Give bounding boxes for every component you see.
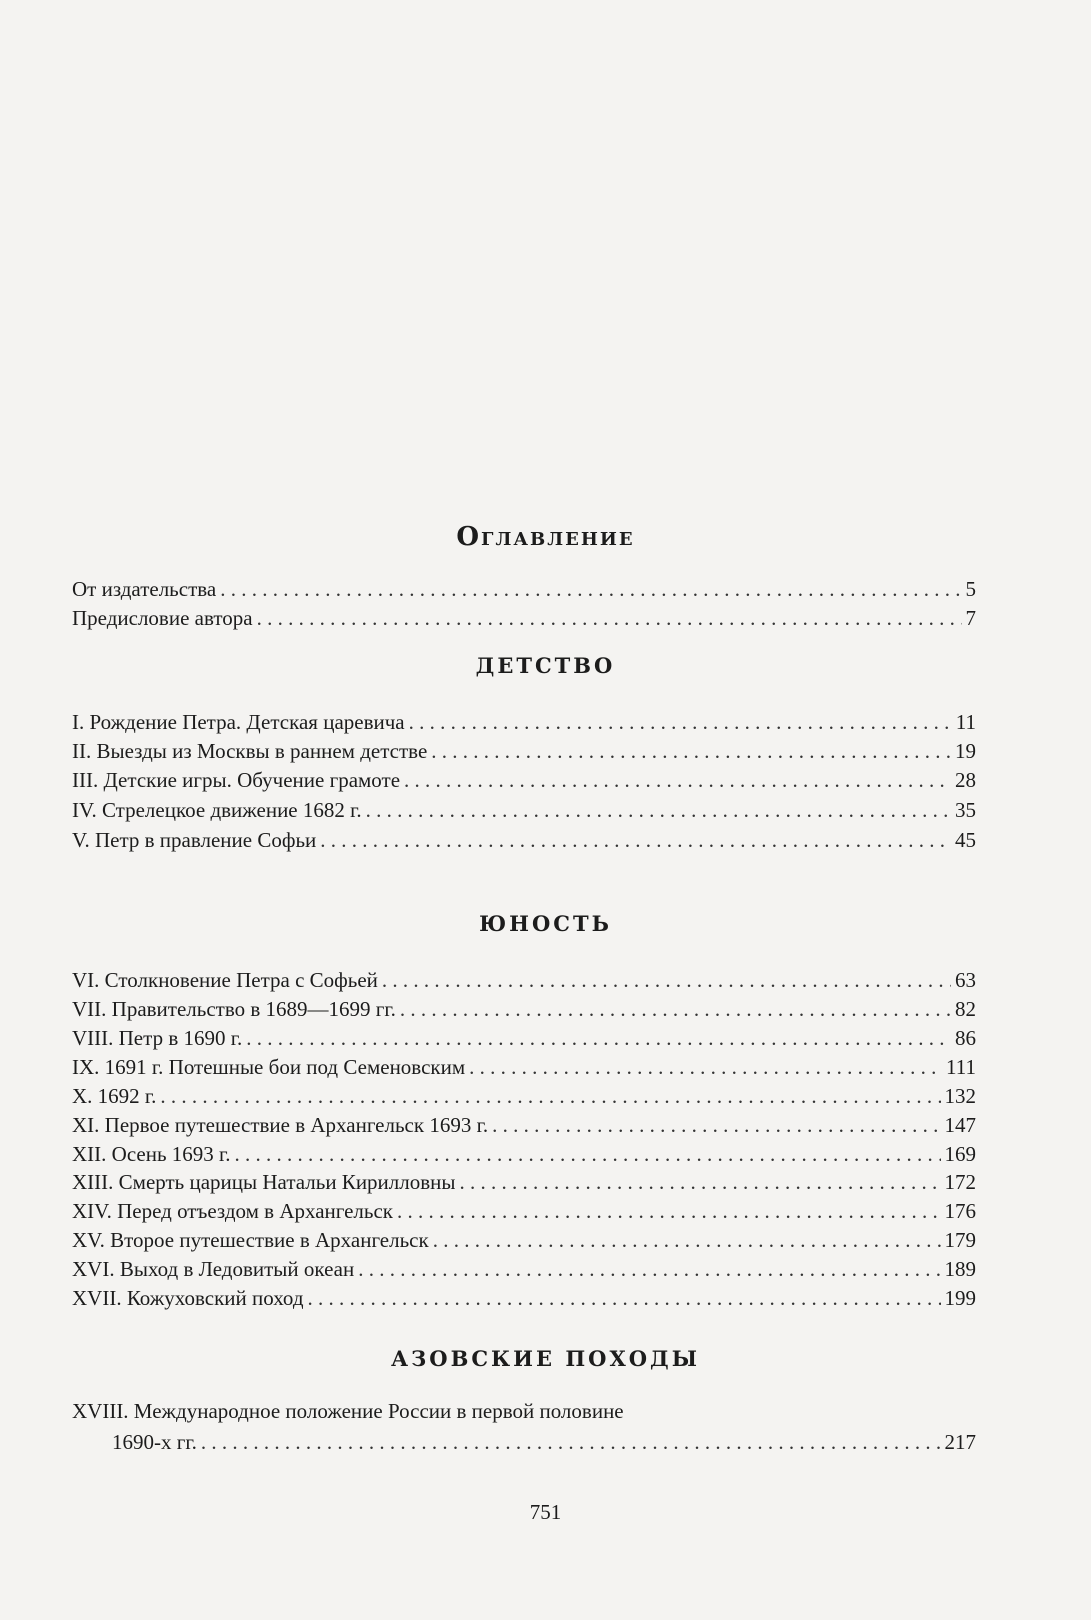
leader-dots bbox=[308, 1285, 941, 1311]
entry-page: 35 bbox=[955, 798, 976, 822]
entry-page: 179 bbox=[944, 1228, 976, 1252]
entry-page: 169 bbox=[944, 1142, 976, 1166]
entry-label: 1690-х гг. bbox=[112, 1430, 197, 1454]
entry-page: 11 bbox=[955, 710, 976, 734]
toc-entry bbox=[72, 1021, 976, 1051]
toc-title: Оглавление bbox=[456, 522, 635, 552]
entry-label: I. Рождение Петра. Детская царевича bbox=[72, 710, 405, 734]
entry-page: 189 bbox=[944, 1257, 976, 1281]
entry-page: 19 bbox=[955, 739, 976, 763]
toc-entry bbox=[72, 1223, 976, 1253]
entry-page: 5 bbox=[965, 577, 976, 601]
leader-dots bbox=[201, 1429, 941, 1455]
entry-page: 28 bbox=[955, 768, 976, 792]
entry-label: IX. 1691 г. Потешные бои под Семеновским bbox=[72, 1055, 466, 1079]
toc-entry bbox=[72, 705, 976, 735]
entry-label: XIII. Смерть царицы Натальи Кирилловны bbox=[72, 1170, 456, 1194]
toc-entry bbox=[72, 1079, 976, 1109]
leader-dots bbox=[400, 996, 951, 1022]
section-heading: ДЕТСТВО bbox=[475, 653, 616, 678]
page-number: 751 bbox=[529, 1500, 562, 1524]
leader-dots bbox=[320, 827, 951, 853]
leader-dots bbox=[358, 1256, 940, 1282]
toc-entry bbox=[72, 1108, 976, 1138]
leader-dots bbox=[404, 767, 951, 793]
entry-label-line1: XVIII. Международное положение России в первой половине bbox=[72, 1399, 624, 1423]
leader-dots bbox=[492, 1112, 940, 1138]
entry-label: VI. Столкновение Петра с Софьей bbox=[72, 968, 378, 992]
toc-entry bbox=[72, 793, 976, 823]
entry-label: XII. Осень 1693 г. bbox=[72, 1142, 231, 1166]
toc-entry bbox=[72, 1194, 976, 1224]
entry-label: II. Выезды из Москвы в раннем детстве bbox=[72, 739, 428, 763]
entry-label: X. 1692 г. bbox=[72, 1084, 157, 1108]
entry-label: XIV. Перед отъездом в Архангельск bbox=[72, 1199, 394, 1223]
entry-label: От издательства bbox=[72, 577, 217, 601]
entry-label: XV. Второе путешествие в Архангельск bbox=[72, 1228, 429, 1252]
entry-label: VIII. Петр в 1690 г. bbox=[72, 1026, 243, 1050]
toc-entry bbox=[72, 601, 976, 631]
entry-page: 147 bbox=[944, 1113, 976, 1137]
entry-label: VII. Правительство в 1689—1699 гг. bbox=[72, 997, 396, 1021]
entry-label: Предисловие автора bbox=[72, 606, 253, 630]
leader-dots bbox=[382, 967, 951, 993]
leader-dots bbox=[433, 1227, 941, 1253]
leader-dots bbox=[246, 1025, 951, 1051]
entry-page: 63 bbox=[955, 968, 976, 992]
entry-page: 172 bbox=[944, 1170, 976, 1194]
toc-entry bbox=[72, 572, 976, 602]
entry-page: 176 bbox=[944, 1199, 976, 1223]
toc-entry bbox=[72, 1137, 976, 1167]
leader-dots bbox=[469, 1054, 942, 1080]
toc-entry bbox=[112, 1425, 976, 1455]
leader-dots bbox=[409, 709, 952, 735]
entry-page: 7 bbox=[965, 606, 976, 630]
leader-dots bbox=[235, 1141, 941, 1167]
section-heading: ЮНОСТЬ bbox=[479, 911, 612, 936]
entry-label: III. Детские игры. Обучение грамоте bbox=[72, 768, 401, 792]
leader-dots bbox=[257, 605, 962, 631]
entry-label: XVI. Выход в Ледовитый океан bbox=[72, 1257, 355, 1281]
entry-page: 217 bbox=[944, 1430, 976, 1454]
entry-label: IV. Стрелецкое движение 1682 г. bbox=[72, 798, 362, 822]
entry-page: 86 bbox=[955, 1026, 976, 1050]
toc-entry bbox=[72, 1165, 976, 1195]
leader-dots bbox=[220, 576, 961, 602]
leader-dots bbox=[366, 797, 951, 823]
toc-entry bbox=[72, 1050, 976, 1080]
entry-label: XVII. Кожуховский поход bbox=[72, 1286, 304, 1310]
leader-dots bbox=[460, 1169, 941, 1195]
entry-page: 82 bbox=[955, 997, 976, 1021]
toc-entry bbox=[72, 1252, 976, 1282]
toc-entry bbox=[72, 823, 976, 853]
entry-page: 45 bbox=[955, 828, 976, 852]
toc-entry bbox=[72, 992, 976, 1022]
section-heading: АЗОВСКИЕ ПОХОДЫ bbox=[391, 1346, 700, 1371]
leader-dots bbox=[431, 738, 951, 764]
entry-page: 132 bbox=[944, 1084, 976, 1108]
entry-page: 111 bbox=[946, 1055, 976, 1079]
leader-dots bbox=[397, 1198, 940, 1224]
leader-dots bbox=[160, 1083, 940, 1109]
toc-entry bbox=[72, 1281, 976, 1311]
toc-entry bbox=[72, 763, 976, 793]
entry-label: XI. Первое путешествие в Архангельск 1693 г. bbox=[72, 1113, 489, 1137]
entry-label: V. Петр в правление Софьи bbox=[72, 828, 317, 852]
toc-entry bbox=[72, 734, 976, 764]
entry-page: 199 bbox=[944, 1286, 976, 1310]
toc-entry bbox=[72, 963, 976, 993]
